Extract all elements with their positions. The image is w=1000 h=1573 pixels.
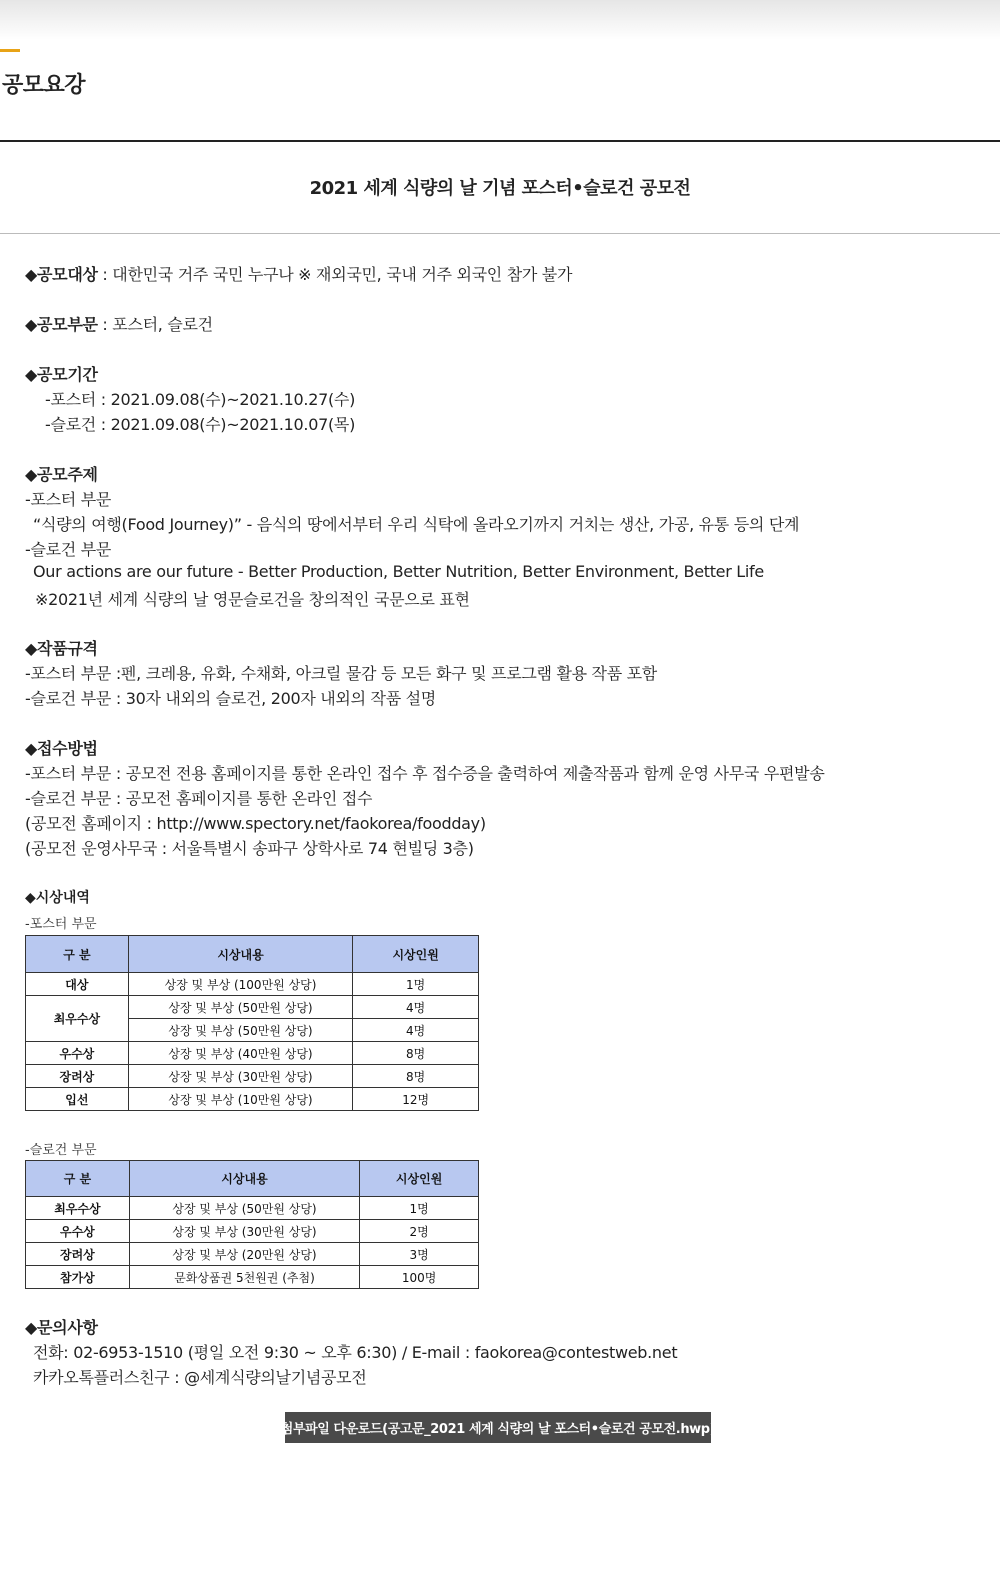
award-prize: 상장 및 부상 (40만원 상당) bbox=[128, 1042, 353, 1065]
award-count: 1명 bbox=[360, 1197, 479, 1220]
award-count: 4명 bbox=[353, 1019, 479, 1042]
award-prize: 문화상품권 5천원권 (추첨) bbox=[129, 1266, 359, 1289]
spec-poster: -포스터 부문 :펜, 크레용, 유화, 수채화, 아크릴 물감 등 모든 화구 및 프로그램 활용 작품 포함 bbox=[25, 664, 657, 683]
awards-label: ◆시상내역 bbox=[25, 890, 90, 906]
award-category: 입선 bbox=[26, 1088, 129, 1111]
contact-kakao: 카카오톡플러스친구 : @세계식량의날기념공모전 bbox=[33, 1368, 367, 1387]
table-row bbox=[26, 1197, 479, 1220]
awards-poster-label: -포스터 부문 bbox=[25, 917, 97, 932]
category-line bbox=[25, 312, 213, 335]
table-row bbox=[26, 1243, 479, 1266]
award-category: 장려상 bbox=[26, 1243, 130, 1266]
table-row bbox=[26, 1065, 479, 1088]
award-count: 8명 bbox=[353, 1042, 479, 1065]
award-prize: 상장 및 부상 (50만원 상당) bbox=[128, 1019, 353, 1042]
header-count: 시상인원 bbox=[353, 936, 479, 973]
contact-phone-email: 전화: 02-6953-1510 (평일 오전 9:30 ~ 오후 6:30) / E-mail : faokorea@contestweb.net bbox=[33, 1343, 678, 1362]
table-row bbox=[26, 973, 479, 996]
award-prize: 상장 및 부상 (30만원 상당) bbox=[128, 1065, 353, 1088]
target-label: ◆공모대상 bbox=[25, 265, 98, 284]
submission-office: (공모전 운영사무국 : 서울특별시 송파구 상학사로 74 현빌딩 3층) bbox=[25, 839, 474, 858]
table-row bbox=[26, 1220, 479, 1243]
header-prize: 시상내용 bbox=[128, 936, 353, 973]
award-category: 우수상 bbox=[26, 1042, 129, 1065]
award-category: 대상 bbox=[26, 973, 129, 996]
award-count: 1명 bbox=[353, 973, 479, 996]
award-count: 100명 bbox=[360, 1266, 479, 1289]
title-divider bbox=[0, 140, 1000, 142]
award-category: 최우수상 bbox=[26, 996, 129, 1042]
theme-slogan-text: Our actions are our future - Better Production, Better Nutrition, Better Environment, Better Life bbox=[33, 562, 764, 581]
poster-awards-table bbox=[25, 935, 479, 1111]
table-row bbox=[26, 1088, 479, 1111]
award-prize: 상장 및 부상 (50만원 상당) bbox=[128, 996, 353, 1019]
target-text: : 대한민국 거주 국민 누구나 ※ 재외국민, 국내 거주 외국인 참가 불가 bbox=[97, 265, 573, 284]
theme-poster-text: “식량의 여행(Food Journey)” - 음식의 땅에서부터 우리 식탁에 올라오기까지 거치는 생산, 가공, 유통 등의 단계 bbox=[33, 515, 800, 534]
table-header-row bbox=[26, 1161, 479, 1197]
award-count: 3명 bbox=[360, 1243, 479, 1266]
table-row bbox=[26, 996, 479, 1019]
table-row bbox=[26, 1042, 479, 1065]
document-title: 2021 세계 식량의 날 기념 포스터•슬로건 공모전 bbox=[309, 178, 691, 199]
target-line bbox=[25, 262, 572, 285]
section-accent-bar bbox=[0, 49, 20, 52]
header-category: 구 분 bbox=[26, 1161, 130, 1197]
award-count: 4명 bbox=[353, 996, 479, 1019]
theme-slogan-label: -슬로건 부문 bbox=[25, 540, 112, 559]
submission-poster: -포스터 부문 : 공모전 전용 홈페이지를 통한 온라인 접수 후 접수증을 출력하여 제출작품과 함께 운영 사무국 우편발송 bbox=[25, 764, 825, 783]
period-label: ◆공모기간 bbox=[25, 365, 98, 384]
award-prize: 상장 및 부상 (20만원 상당) bbox=[129, 1243, 359, 1266]
spec-slogan: -슬로건 부문 : 30자 내외의 슬로건, 200자 내외의 작품 설명 bbox=[25, 689, 436, 708]
awards-slogan-label: -슬로건 부문 bbox=[25, 1143, 97, 1158]
header-prize: 시상내용 bbox=[129, 1161, 359, 1197]
theme-label: ◆공모주제 bbox=[25, 465, 98, 484]
header-category: 구 분 bbox=[26, 936, 129, 973]
award-count: 12명 bbox=[353, 1088, 479, 1111]
award-prize: 상장 및 부상 (100만원 상당) bbox=[128, 973, 353, 996]
header-count: 시상인원 bbox=[360, 1161, 479, 1197]
slogan-awards-table bbox=[25, 1160, 479, 1289]
award-prize: 상장 및 부상 (10만원 상당) bbox=[128, 1088, 353, 1111]
theme-poster-label: -포스터 부문 bbox=[25, 490, 112, 509]
award-prize: 상장 및 부상 (50만원 상당) bbox=[129, 1197, 359, 1220]
theme-slogan-note: ※2021년 세계 식량의 날 영문슬로건을 창의적인 국문으로 표현 bbox=[35, 590, 470, 609]
category-label: ◆공모부문 bbox=[25, 315, 98, 334]
award-category: 우수상 bbox=[26, 1220, 130, 1243]
submission-homepage: (공모전 홈페이지 : http://www.spectory.net/faokorea/foodday) bbox=[25, 814, 486, 833]
category-text: : 포스터, 슬로건 bbox=[97, 315, 213, 334]
submission-slogan: -슬로건 부문 : 공모전 홈페이지를 통한 온라인 접수 bbox=[25, 789, 373, 808]
period-slogan: -슬로건 : 2021.09.08(수)~2021.10.07(목) bbox=[45, 415, 356, 434]
award-count: 8명 bbox=[353, 1065, 479, 1088]
spec-label: ◆작품규격 bbox=[25, 639, 98, 658]
top-shade bbox=[0, 0, 1000, 40]
contact-label: ◆문의사항 bbox=[25, 1318, 98, 1337]
table-header-row bbox=[26, 936, 479, 973]
attachment-download-button[interactable]: 첨부파일 다운로드(공고문_2021 세계 식량의 날 포스터•슬로건 공모전.hwp) bbox=[285, 1412, 711, 1443]
award-count: 2명 bbox=[360, 1220, 479, 1243]
submission-label: ◆접수방법 bbox=[25, 739, 98, 758]
award-category: 장려상 bbox=[26, 1065, 129, 1088]
section-title: 공모요강 bbox=[2, 73, 86, 98]
table-row bbox=[26, 1266, 479, 1289]
award-prize: 상장 및 부상 (30만원 상당) bbox=[129, 1220, 359, 1243]
header-divider bbox=[0, 233, 1000, 234]
award-category: 참가상 bbox=[26, 1266, 130, 1289]
period-poster: -포스터 : 2021.09.08(수)~2021.10.27(수) bbox=[45, 390, 356, 409]
award-category: 최우수상 bbox=[26, 1197, 130, 1220]
